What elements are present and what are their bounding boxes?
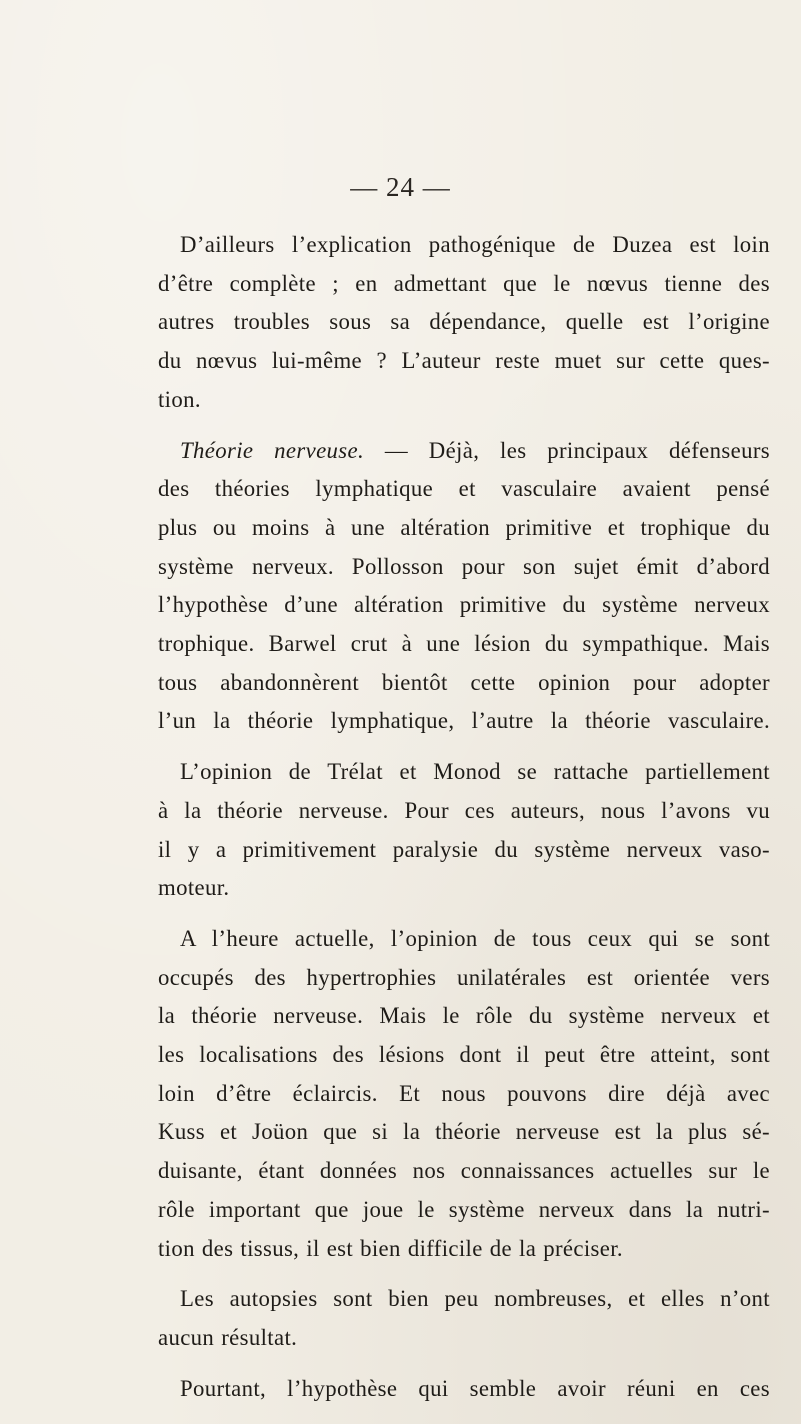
paragraph-nervous-theory — [158, 432, 770, 742]
text-line: des théories lymphatique et vasculaire avaient pensé — [158, 476, 770, 502]
section-title: Théorie nerveuse. — [180, 437, 365, 463]
text-line: la théorie nerveuse. Mais le rôle du système nerveux et — [158, 1003, 770, 1029]
text-line: D’ailleurs l’explication pathogénique de Duzea est loin — [180, 232, 770, 257]
text-line — [158, 432, 770, 471]
text-line: d’être complète ; en admettant que le nœvus tienne des — [158, 270, 770, 296]
paragraph-duzea-explanation — [158, 226, 770, 420]
text-line: rôle important que joue le système nerveux dans la nutri- — [158, 1196, 770, 1222]
paragraph-trelat-monod — [158, 753, 770, 908]
text-line: Pourtant, l’hypothèse qui semble avoir réuni en ces — [180, 1375, 770, 1401]
text-line: plus ou moins à une altération primitive et trophique du — [158, 514, 770, 540]
text-line: les localisations des lésions dont il peut être atteint, sont — [158, 1042, 770, 1068]
text-line: du nœvus lui-même ? L’auteur reste muet sur cette ques- — [158, 348, 770, 374]
text-line: duisante, étant données nos connaissances actuelles sur le — [158, 1158, 770, 1184]
text-line: Kuss et Joüon que si la théorie nerveuse est la plus sé- — [158, 1119, 770, 1145]
paragraph-current-opinion — [158, 920, 770, 1268]
page-number: — 24 — — [350, 172, 451, 202]
text-line: trophique. Barwel crut à une lésion du sympathique. Mais — [158, 631, 770, 657]
text-line: il y a primitivement paralysie du système nerveux vaso- — [158, 836, 770, 862]
text-line: L’opinion de Trélat et Monod se rattache partiellement — [180, 759, 770, 785]
text-line: l’un la théorie lymphatique, l’autre la théorie vasculaire. — [158, 708, 770, 734]
text-line: tion des tissus, il est bien difficile de la préciser. — [158, 1235, 623, 1261]
text-line: tion. — [158, 386, 201, 412]
text-line: occupés des hypertrophies unilatérales est orientée vers — [158, 964, 770, 990]
page-text — [158, 226, 770, 1420]
text-line: à la théorie nerveuse. Pour ces auteurs, nous l’avons vu — [158, 797, 770, 823]
paragraph-hypothesis — [158, 1370, 770, 1409]
text-line: loin d’être éclaircis. Et nous pouvons dire déjà avec — [158, 1080, 770, 1106]
text-line: A l’heure actuelle, l’opinion de tous ceux qui se sont — [180, 925, 770, 951]
text-line-rest: — Déjà, les principaux défenseurs — [364, 437, 770, 463]
text-line: l’hypothèse d’une altération primitive du système nerveux — [158, 592, 770, 618]
text-line: aucun résultat. — [158, 1324, 298, 1350]
text-line: tous abandonnèrent bientôt cette opinion pour adopter — [158, 669, 770, 695]
text-line: moteur. — [158, 875, 230, 901]
paragraph-autopsies — [158, 1280, 770, 1357]
text-line: système nerveux. Pollosson pour son sujet émit d’abord — [158, 553, 770, 579]
text-line: autres troubles sous sa dépendance, quelle est l’origine — [158, 309, 770, 335]
text-line: Les autopsies sont bien peu nombreuses, et elles n’ont — [180, 1286, 770, 1312]
